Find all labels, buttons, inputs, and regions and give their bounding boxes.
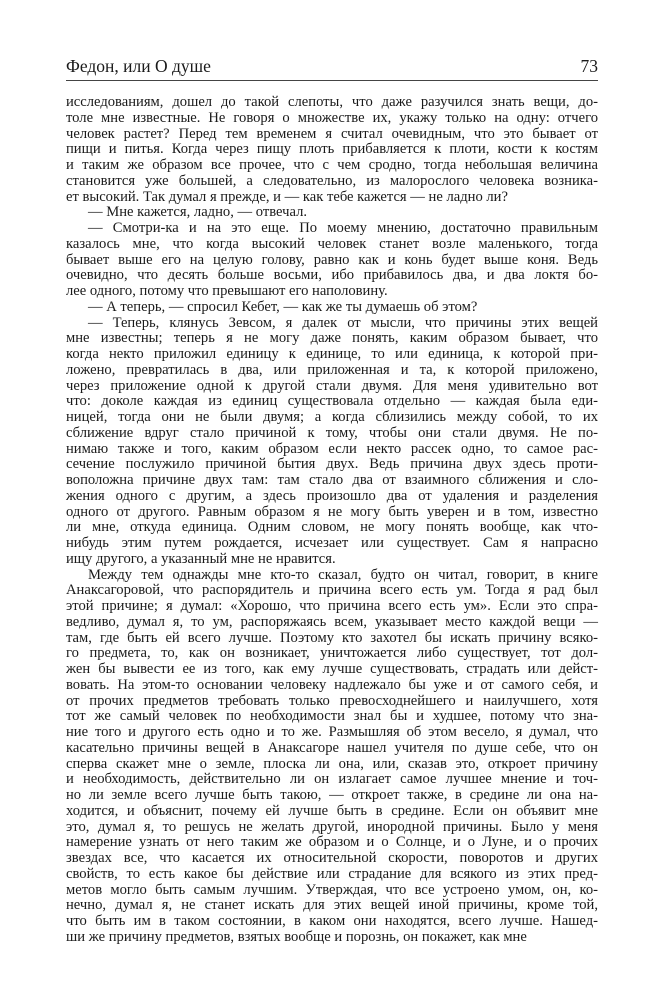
paragraph [66, 95, 598, 205]
text-line: что быть им в таком состоянии, в каком они находятся, всего лучше. Нашед- [66, 913, 598, 929]
text-line: исследованиям, дошел до такой слепоты, что даже разучился знать вещи, до- [66, 94, 598, 110]
text-line: нечно, думал я, не станет искать для этих вещей иной причины, кроме той, [66, 897, 598, 914]
text-line: воположна причине двух там: там стало два от взаимного сближения и сло- [66, 472, 598, 488]
text-line: вовать. На этом-то основании человеку надлежало бы уже и от самого себя, и [66, 676, 598, 693]
text-line: этой причине; я думал: «Хорошо, что причина всего есть ум». Если это спра- [66, 598, 598, 614]
text-line: мне известны; теперь я не могу даже понять, каким образом бывает, что [66, 330, 598, 347]
text-line: очевидно, что десять больше восьми, ибо прибавилось два, и два локтя бо- [66, 267, 598, 284]
text-line: — Теперь, клянусь Зевсом, я далек от мысли, что причины этих вещей [88, 314, 598, 331]
text-line: свойств, то есть какое бы действие или страдание для всякого из этих пред- [66, 865, 598, 882]
running-header [66, 56, 598, 81]
text-line: одного от другого. Равным образом я не могу быть уверен и в том, известно [66, 503, 598, 520]
text-line: — Смотри-ка и на это еще. По моему мнению, достаточно правильным [88, 220, 598, 236]
text-line: касательно причины вещей в Анаксагоре нашел учителя по душе себе, что он [66, 739, 598, 756]
text-line: намерение узнать от него таким же образом и о Солнце, и о Луне, и о прочих [66, 834, 598, 851]
text-line: ши же причину предметов, взятых вообще и порознь, он покажет, как мне [66, 928, 527, 945]
paragraph [66, 221, 598, 300]
text-line: от прочих предметов требовать только превосходнейшего и наилучшего, хотя [66, 692, 598, 709]
text-line: Анаксагоровой, что распорядитель и причина всего есть ум. Тогда я рад был [66, 582, 598, 599]
paragraph [66, 205, 598, 221]
text-line: ние того и другого есть одно и то же. Размышляя об этом весело, я думал, что [66, 724, 598, 740]
text-line: жен бы вывести ее из того, как ему лучше существовать, страдать или дейст- [66, 661, 598, 677]
text-line: звездах все, что касается их относительной скорости, поворотов и других [66, 850, 598, 866]
body-text [66, 95, 598, 946]
text-line: — А теперь, — спросил Кебет, — как же ты думаешь об этом? [88, 298, 478, 315]
text-line: ложено, превратилась в два, или приложенная и та, к которой приложено, [66, 361, 598, 378]
text-line: ли мне, откуда единица. Одним словом, не могу понять вообще, как что- [66, 519, 598, 536]
text-line: жения одного с другим, а здесь произошло два от удаления и разделения [66, 487, 598, 504]
text-line: тот же самый человек по необходимости знал бы и худшее, потому что зна- [66, 708, 598, 725]
text-line: нибудь этим путем рождается, исчезает или существует. Сам я напрасно [66, 535, 598, 551]
text-line: сперва скажет мне о земле, плоска ли она, или, сказав это, откроет причину [66, 755, 598, 772]
text-line: казалось мне, что когда высокий человек станет возле маленького, тогда [66, 235, 598, 252]
text-line: ет высокий. Так думал я прежде, и — как тебе кажется — не ладно ли? [66, 188, 508, 205]
text-line: лее одного, потому что превышают его наполовину. [66, 283, 388, 299]
text-line: что: доколе каждая из единиц существовала отдельно — каждая была еди- [66, 393, 598, 410]
text-line: и необходимость, действительно ли он излагает самое лучшее мнение и точ- [66, 771, 598, 788]
text-line: становится уже большей, а следовательно, из малорослого человека возника- [66, 172, 598, 189]
text-line: — Мне кажется, ладно, — отвечал. [88, 204, 308, 221]
text-line: когда некто приложил единицу к единице, то или единица, к которой при- [66, 346, 598, 362]
text-line: пищи и питья. Когда через пищу плоть прибавляется к плоти, кости к костям [66, 141, 598, 158]
text-line: сближение вдруг стало причиной к тому, чтобы они стали двумя. Не по- [66, 424, 598, 441]
text-line: го предмета, то, как он возникает, уничтожается либо существует, тот дол- [66, 645, 598, 662]
paragraph [66, 300, 598, 316]
text-line: сечение послужило причиной бытия двух. Ведь причина двух здесь проти- [66, 456, 598, 473]
text-line: человек растет? Перед тем временем я считал очевидным, что это бывает от [66, 125, 598, 142]
text-line: но ли земле всего лучше быть такою, — откроет также, в средине ли она на- [66, 787, 598, 803]
text-line: толе мне известные. Не говоря о множестве их, укажу только на одну: отчего [66, 109, 598, 126]
text-line: нимаю также и того, каким образом если некто рассек одно, то самое рас- [66, 440, 598, 457]
text-line: ходится, и объяснит, почему ей лучше быть в средине. Если он объявит мне [66, 802, 598, 819]
text-line: и таким же образом все прочее, что с чем сродно, тогда небольшая величина [66, 157, 598, 173]
text-line: бывает выше его на целую голову, равно как и конь будет выше коня. Ведь [66, 251, 598, 268]
paragraph [66, 568, 598, 946]
text-line: там, где быть ей всего лучше. Поэтому кто захотел бы искать причину всяко- [66, 629, 598, 646]
running-title: Федон, или О душе [66, 56, 211, 76]
text-line: ищу другого, а указанный мне не нравится. [66, 550, 336, 567]
text-line: Между тем однажды мне кто-то сказал, будто он читал, говорит, в книге [88, 566, 598, 583]
text-line: это, думал я, то решусь не желать другой, инородной причины. Было у меня [66, 818, 598, 835]
text-line: метов могло быть самым лучшим. Утверждая, что все устроено умом, он, ко- [66, 881, 598, 898]
page-number: 73 [580, 56, 598, 76]
text-line: через приложение одной к другой стали двумя. Для меня удивительно вот [66, 377, 598, 394]
text-line: ницей, тогда они не были двумя; а когда сблизились между собой, то их [66, 409, 598, 425]
text-line: ведливо, думал я, то ум, распоряжаясь всем, указывает место каждой вещи — [66, 613, 598, 630]
paragraph [66, 316, 598, 568]
